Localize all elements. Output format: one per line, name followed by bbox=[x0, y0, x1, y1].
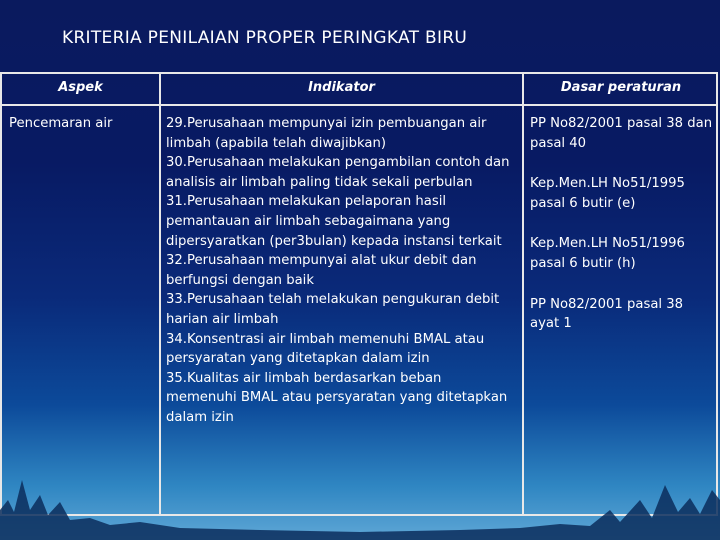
criteria-table bbox=[0, 72, 718, 516]
indikator-item: 34.Konsentrasi air limbah memenuhi BMAL atau persyaratan yang ditetapkan dalam izin bbox=[166, 331, 485, 367]
header-dasar-peraturan: Dasar peraturan bbox=[560, 80, 682, 95]
indikator-item: 30.Perusahaan melakukan pengambilan contoh dan analisis air limbah paling tidak sekali perbulan bbox=[166, 155, 510, 190]
slide-title: KRITERIA PENILAIAN PROPER PERINGKAT BIRU bbox=[62, 28, 468, 48]
cell-dasar-peraturan bbox=[530, 114, 714, 355]
dasar-item: Kep.Men.LH No51/1995 pasal 6 butir (e) bbox=[530, 176, 685, 211]
indikator-item: 31.Perusahaan melakukan pelaporan hasil pemantauan air limbah sebagaimana yang dipersyaratkan (per3bulan) kepada instansi terkait bbox=[166, 194, 502, 249]
dasar-item: PP No82/2001 pasal 38 dan pasal 40 bbox=[530, 116, 713, 151]
dasar-item: Kep.Men.LH No51/1996 pasal 6 butir (h) bbox=[530, 236, 685, 271]
indikator-item: 35.Kualitas air limbah berdasarkan beban memenuhi BMAL atau persyaratan yang ditetapkan dalam izin bbox=[166, 370, 508, 425]
cell-indikator bbox=[166, 114, 516, 428]
column-divider bbox=[522, 74, 524, 514]
header-indikator: Indikator bbox=[308, 80, 375, 95]
indikator-item: 33.Perusahaan telah melakukan pengukuran debit harian air limbah bbox=[166, 292, 500, 327]
header-aspek: Aspek bbox=[58, 80, 103, 95]
indikator-item: 32.Perusahaan mempunyai alat ukur debit dan berfungsi dengan baik bbox=[166, 253, 477, 288]
dasar-item: PP No82/2001 pasal 38 ayat 1 bbox=[530, 296, 684, 332]
column-divider bbox=[159, 74, 161, 514]
cell-aspek: Pencemaran air bbox=[9, 116, 113, 131]
header-divider bbox=[2, 104, 716, 106]
indikator-item: 29.Perusahaan mempunyai izin pembuangan air limbah (apabila telah diwajibkan) bbox=[166, 116, 487, 151]
